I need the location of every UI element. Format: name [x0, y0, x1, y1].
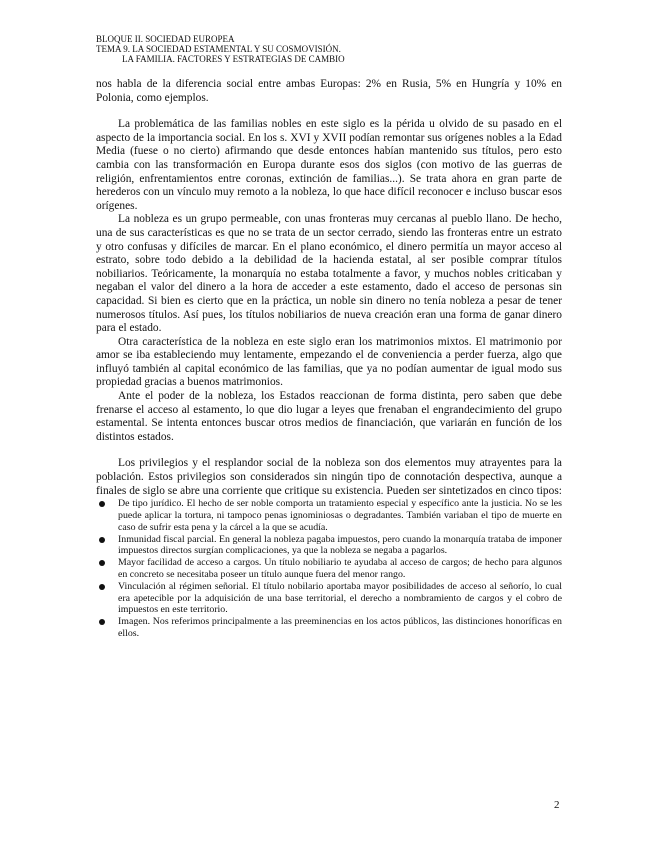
paragraph-permeable-nobility: La nobleza es un grupo permeable, con unas fronteras muy cercanas al pueblo llano. De hecho, una de sus características es que no se trata de un sector cerrado, siendo las fronteras entre un estrato y otro confusas y difíciles de marcar. En el plano económico, el dinero permitía un mayor acceso al estrato, sobre todo debido a la debilidad de la hacienda estatal, al ser posible comprar títulos nobiliarios. Teóricamente, la monarquía no estaba totalmente a favor, y muchos nobles criticaban y negaban el valor del dinero a la hora de acceder a este estamento, dado el acceso de personas sin capacidad. Si bien es cierto que en la práctica, un noble sin dinero no tenía nobleza a pesar de tener numerosos títulos. Así pues, los títulos nobiliarios de nueva creación eran una forma de ganar dinero para el estado.: [96, 213, 562, 335]
paragraph-continuation: nos habla de la diferencia social entre ambas Europas: 2% en Rusia, 5% en Hungría y 10% en Polonia, como ejemplos.: [96, 78, 562, 104]
list-item: De tipo jurídico. El hecho de ser noble comporta un tratamiento especial y específico ante la justicia. No se les puede aplicar la tortura, ni tampoco penas ignominiosas o degradantes. También variaban el tipo de muerte en caso de sufrir esta pena y la cárcel a la que se acudía.: [96, 498, 562, 533]
paragraph-state-reaction: Ante el poder de la nobleza, los Estados reaccionan de forma distinta, pero saben que debe frenarse el acceso al estamento, lo que dio lugar a leyes que frenaban el engrandecimiento del grupo estamental. Se intenta entonces buscar otros medios de financiación, que variarán en función de los distintos estados.: [96, 390, 562, 443]
list-item: Mayor facilidad de acceso a cargos. Un título nobiliario te ayudaba al acceso de cargos; de hecho para algunos en concreto se necesitaba poseer un título aunque fuera del menor rango.: [96, 557, 562, 581]
page-number: 2: [554, 799, 560, 811]
privileges-list: [96, 498, 562, 640]
list-item: Inmunidad fiscal parcial. En general la nobleza pagaba impuestos, pero cuando la monarquía trataba de imponer impuestos directos surgían complicaciones, ya que la nobleza se negaba a pagarlos.: [96, 534, 562, 558]
bullet-icon: [99, 537, 105, 543]
bullet-icon: [99, 619, 105, 625]
list-item: Vinculación al régimen señorial. El título nobilario aportaba mayor posibilidades de acceso al señorío, lo cual era apetecible por la adquisición de una base territorial, el derecho a nombramiento de cargos y el cobro de impuestos en este territorio.: [96, 581, 562, 616]
page-header: [96, 34, 345, 64]
body-text: [96, 78, 562, 640]
header-subtopic: LA FAMILIA. FACTORES Y ESTRATEGIAS DE CAMBIO: [122, 54, 345, 64]
bullet-icon: [99, 501, 105, 507]
header-block: BLOQUE II. SOCIEDAD EUROPEA: [96, 34, 235, 44]
list-item: Imagen. Nos referimos principalmente a las preeminencias en los actos públicos, las distinciones honoríficas en ellos.: [96, 616, 562, 640]
paragraph-privileges: Los privilegios y el resplandor social de la nobleza son dos elementos muy atrayentes para la población. Estos privilegios son considerados sin ningún tipo de connotación despectiva, aunque a finales de siglo se abre una corriente que critique su existencia. Pueden ser sintetizados en cinco tipos:: [96, 457, 562, 497]
bullet-icon: [99, 584, 105, 590]
paragraph-mixed-marriages: Otra característica de la nobleza en este siglo eran los matrimonios mixtos. El matrimonio por amor se iba estableciendo muy lentamente, empezando el de conveniencia a perder fuerza, algo que influyó también al capital económico de las familias, que ya no podían aumentar de igual modo sus propiedad gracias a buenos matrimonios.: [96, 335, 562, 389]
bullet-icon: [99, 560, 105, 566]
header-topic: TEMA 9. LA SOCIEDAD ESTAMENTAL Y SU COSMOVISIÓN.: [96, 44, 341, 54]
paragraph-noble-families: La problemática de las familias nobles en este siglo es la périda u olvido de su pasado en el aspecto de la importancia social. En los s. XVI y XVII podían remontar sus orígenes nobles a la Edad Media (fuese o no cierto) afirmando que desde entonces habían mantenido sus títulos, pero esto cambia con las transformación en Europa durante esos dos siglos (con motivo de las guerras de religión, enfrentamientos entre coronas, extinción de familias...). Se trata ahora en gran parte de herederos con un vínculo muy remoto a la nobleza, lo que hace difícil reconocer e incluso buscar esos orígenes.: [96, 118, 562, 212]
